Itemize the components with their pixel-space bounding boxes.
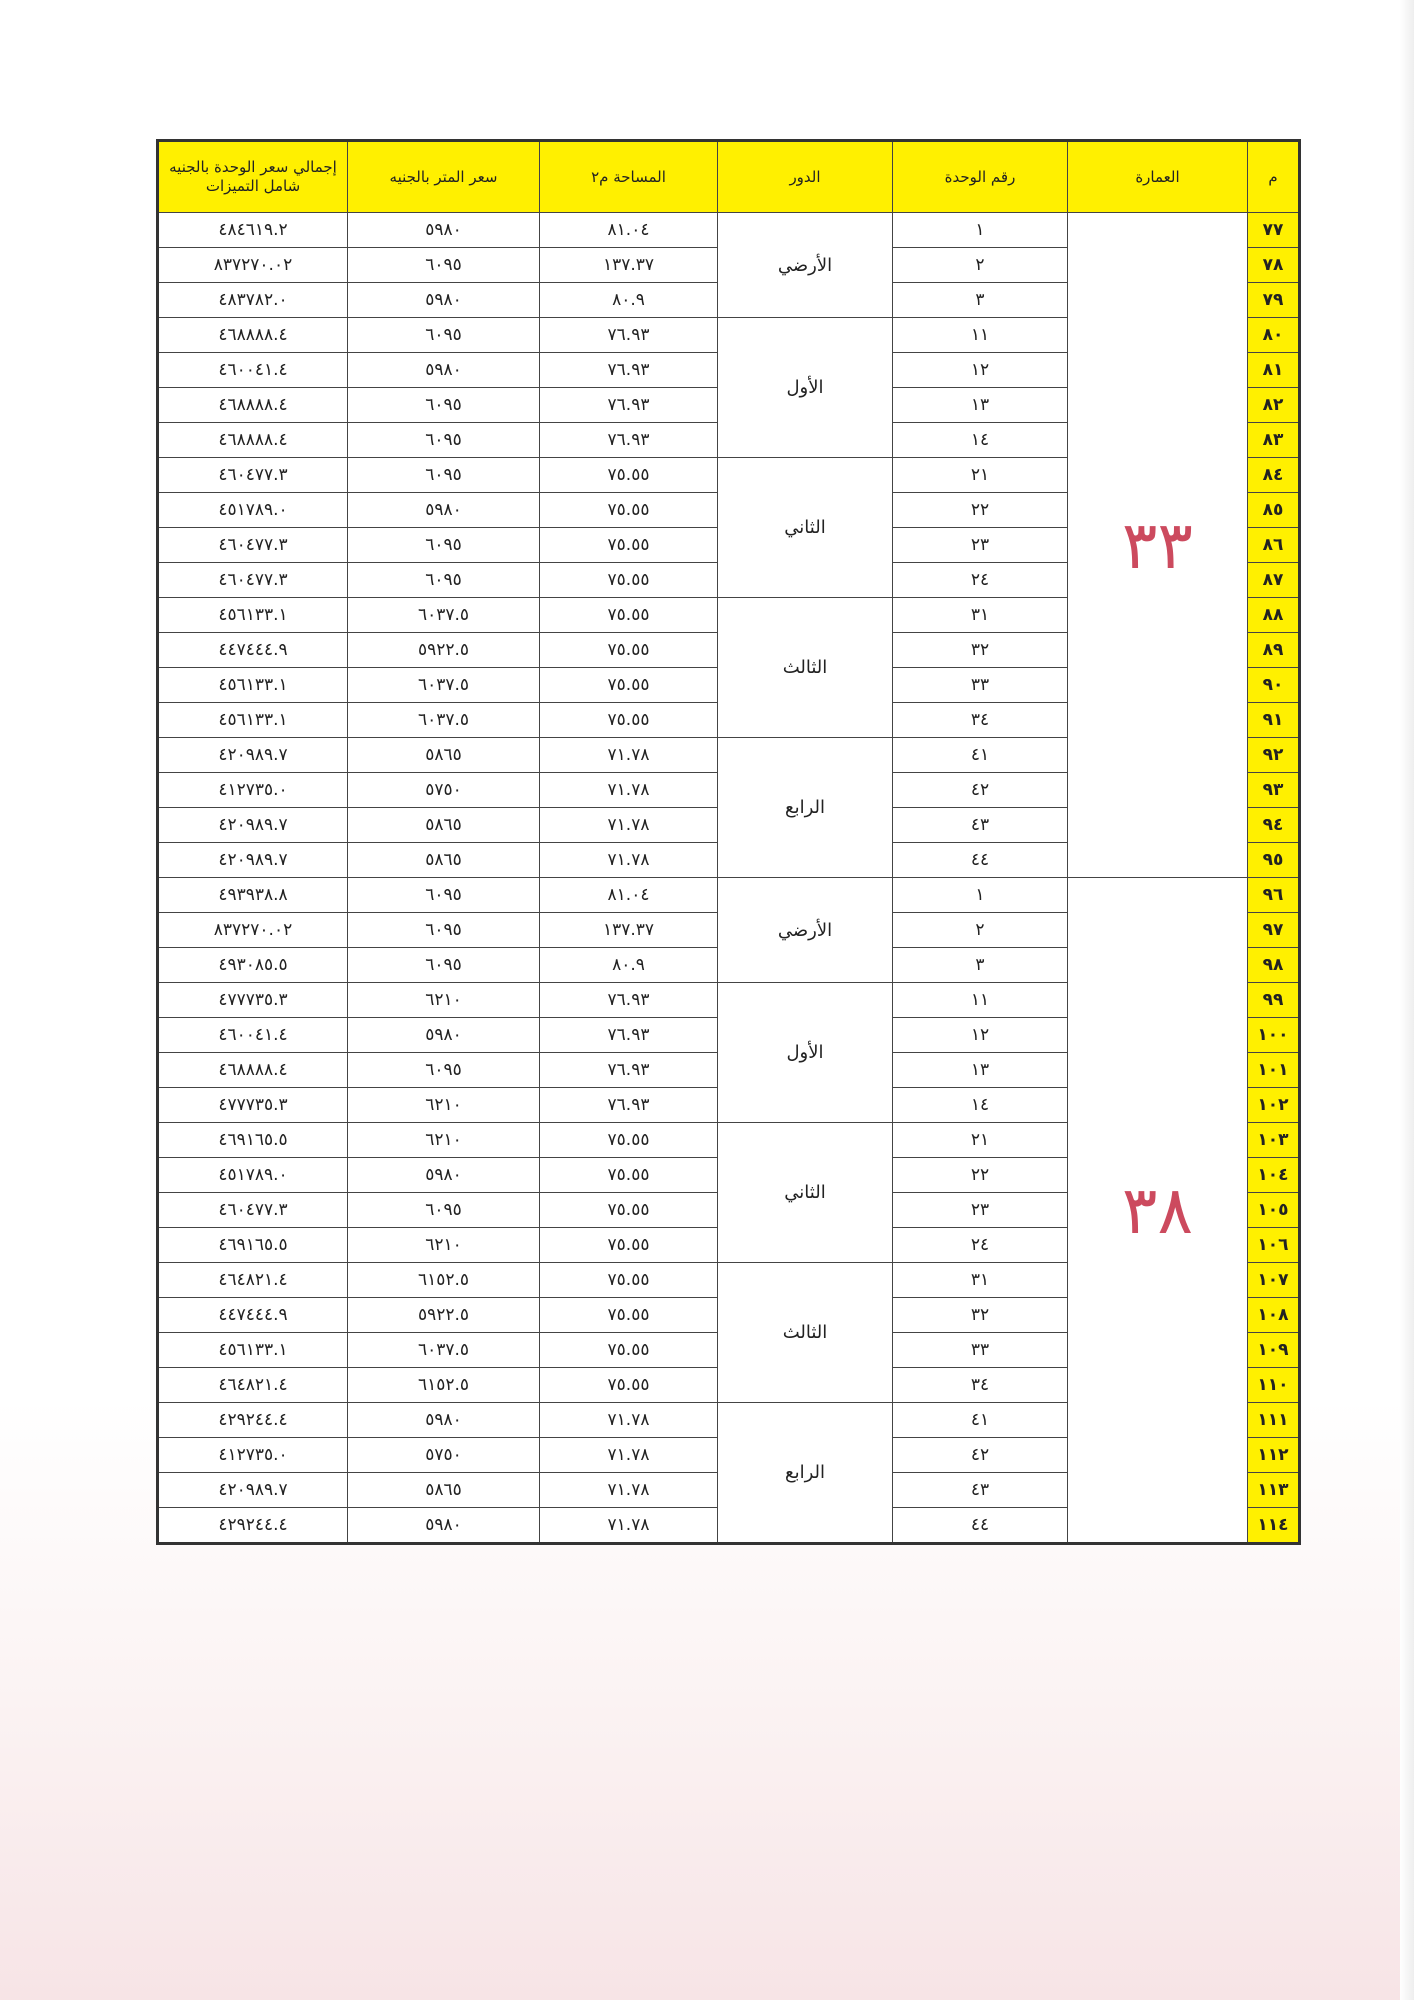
row-index-cell: ١١٢ (1248, 1438, 1300, 1473)
total-price-cell: ٤٩٣٠٨٥.٥ (158, 948, 348, 983)
area-cell: ٧٦.٩٣ (540, 1018, 718, 1053)
total-price-cell: ٤٦٩١٦٥.٥ (158, 1228, 348, 1263)
area-cell: ٨١.٠٤ (540, 878, 718, 913)
row-index-cell: ٨٨ (1248, 598, 1300, 633)
building-number-cell: ٣٨ (1068, 878, 1248, 1544)
unit-number-cell: ١ (893, 878, 1068, 913)
area-cell: ٧٥.٥٥ (540, 1193, 718, 1228)
total-price-cell: ٤٦٠٤٧٧.٣ (158, 563, 348, 598)
floor-cell: الأول (718, 318, 893, 458)
area-cell: ٧١.٧٨ (540, 1438, 718, 1473)
unit-number-cell: ٣٢ (893, 1298, 1068, 1333)
total-price-cell: ٤٥٦١٣٣.١ (158, 703, 348, 738)
floor-cell: الثاني (718, 458, 893, 598)
price-per-meter-cell: ٥٧٥٠ (348, 773, 540, 808)
unit-number-cell: ١٣ (893, 388, 1068, 423)
price-per-meter-cell: ٦٠٣٧.٥ (348, 703, 540, 738)
unit-number-cell: ٢٤ (893, 1228, 1068, 1263)
price-per-meter-cell: ٥٧٥٠ (348, 1438, 540, 1473)
row-index-cell: ٨٤ (1248, 458, 1300, 493)
price-per-meter-cell: ٥٨٦٥ (348, 808, 540, 843)
unit-number-cell: ٤٢ (893, 1438, 1068, 1473)
total-price-cell: ٤٤٧٤٤٤.٩ (158, 633, 348, 668)
price-per-meter-cell: ٦٠٩٥ (348, 878, 540, 913)
row-index-cell: ١١١ (1248, 1403, 1300, 1438)
price-per-meter-cell: ٥٨٦٥ (348, 843, 540, 878)
total-price-cell: ٤٥١٧٨٩.٠ (158, 493, 348, 528)
area-cell: ٧٦.٩٣ (540, 423, 718, 458)
unit-number-cell: ٤٤ (893, 843, 1068, 878)
unit-number-cell: ٢ (893, 248, 1068, 283)
price-per-meter-cell: ٦٢١٠ (348, 1088, 540, 1123)
unit-number-cell: ٣ (893, 283, 1068, 318)
unit-number-cell: ٣٤ (893, 703, 1068, 738)
total-price-cell: ٤٦٩١٦٥.٥ (158, 1123, 348, 1158)
total-price-cell: ٤٦٠٠٤١.٤ (158, 1018, 348, 1053)
price-per-meter-cell: ٦٠٣٧.٥ (348, 598, 540, 633)
area-cell: ٧٥.٥٥ (540, 1298, 718, 1333)
row-index-cell: ٩٩ (1248, 983, 1300, 1018)
price-per-meter-cell: ٦٠٩٥ (348, 948, 540, 983)
area-cell: ٧٥.٥٥ (540, 1123, 718, 1158)
area-cell: ٧٥.٥٥ (540, 563, 718, 598)
row-index-cell: ٩٣ (1248, 773, 1300, 808)
floor-cell: الأول (718, 983, 893, 1123)
total-price-cell: ٨٣٧٢٧٠.٠٢ (158, 248, 348, 283)
unit-number-cell: ٣ (893, 948, 1068, 983)
unit-number-cell: ٢٣ (893, 528, 1068, 563)
total-price-cell: ٤١٢٧٣٥.٠ (158, 773, 348, 808)
total-price-cell: ٨٣٧٢٧٠.٠٢ (158, 913, 348, 948)
units-price-table (156, 139, 1301, 1545)
row-index-cell: ٩٦ (1248, 878, 1300, 913)
unit-number-cell: ٤٢ (893, 773, 1068, 808)
area-cell: ٧١.٧٨ (540, 843, 718, 878)
area-cell: ٧٦.٩٣ (540, 1088, 718, 1123)
price-per-meter-cell: ٦٢١٠ (348, 983, 540, 1018)
price-per-meter-cell: ٦٠٩٥ (348, 563, 540, 598)
header-building: العمارة (1068, 141, 1248, 213)
row-index-cell: ١٠٨ (1248, 1298, 1300, 1333)
row-index-cell: ١١٤ (1248, 1508, 1300, 1544)
floor-cell: الثالث (718, 1263, 893, 1403)
area-cell: ٧١.٧٨ (540, 1473, 718, 1508)
area-cell: ٧٥.٥٥ (540, 633, 718, 668)
price-per-meter-cell: ٦٠٩٥ (348, 1053, 540, 1088)
total-price-cell: ٤٢٠٩٨٩.٧ (158, 843, 348, 878)
total-price-cell: ٤١٢٧٣٥.٠ (158, 1438, 348, 1473)
total-price-cell: ٤٧٧٧٣٥.٣ (158, 983, 348, 1018)
area-cell: ٧٦.٩٣ (540, 983, 718, 1018)
price-per-meter-cell: ٦٠٣٧.٥ (348, 668, 540, 703)
price-per-meter-cell: ٦٠٩٥ (348, 388, 540, 423)
price-per-meter-cell: ٦٠٩٥ (348, 423, 540, 458)
total-price-cell: ٤٦٤٨٢١.٤ (158, 1263, 348, 1298)
total-price-cell: ٤٦٨٨٨٨.٤ (158, 388, 348, 423)
area-cell: ٧٥.٥٥ (540, 1263, 718, 1298)
row-index-cell: ١٠٧ (1248, 1263, 1300, 1298)
building-number-cell: ٣٣ (1068, 213, 1248, 878)
area-cell: ٧٦.٩٣ (540, 318, 718, 353)
row-index-cell: ٧٩ (1248, 283, 1300, 318)
area-cell: ٧٥.٥٥ (540, 1228, 718, 1263)
unit-number-cell: ٤٣ (893, 808, 1068, 843)
row-index-cell: ٨٣ (1248, 423, 1300, 458)
price-per-meter-cell: ٦٠٩٥ (348, 528, 540, 563)
price-per-meter-cell: ٥٩٢٢.٥ (348, 633, 540, 668)
price-per-meter-cell: ٦٢١٠ (348, 1123, 540, 1158)
unit-number-cell: ٣٤ (893, 1368, 1068, 1403)
total-price-cell: ٤٥٦١٣٣.١ (158, 668, 348, 703)
unit-number-cell: ٣٢ (893, 633, 1068, 668)
price-per-meter-cell: ٥٩٨٠ (348, 493, 540, 528)
area-cell: ٨٠.٩ (540, 948, 718, 983)
area-cell: ٨١.٠٤ (540, 213, 718, 248)
floor-cell: الرابع (718, 738, 893, 878)
row-index-cell: ٩٢ (1248, 738, 1300, 773)
total-price-cell: ٤٢٩٢٤٤.٤ (158, 1508, 348, 1544)
header-floor: الدور (718, 141, 893, 213)
price-per-meter-cell: ٦٠٩٥ (348, 248, 540, 283)
price-per-meter-cell: ٦٠٩٥ (348, 1193, 540, 1228)
unit-number-cell: ١٤ (893, 1088, 1068, 1123)
unit-number-cell: ٢١ (893, 1123, 1068, 1158)
area-cell: ٧١.٧٨ (540, 808, 718, 843)
row-index-cell: ١٠٥ (1248, 1193, 1300, 1228)
row-index-cell: ١٠٦ (1248, 1228, 1300, 1263)
total-price-cell: ٤٢٩٢٤٤.٤ (158, 1403, 348, 1438)
area-cell: ١٣٧.٣٧ (540, 248, 718, 283)
area-cell: ٧٥.٥٥ (540, 703, 718, 738)
header-m: م (1248, 141, 1300, 213)
price-per-meter-cell: ٥٩٨٠ (348, 1018, 540, 1053)
row-index-cell: ١٠١ (1248, 1053, 1300, 1088)
total-price-cell: ٤٤٧٤٤٤.٩ (158, 1298, 348, 1333)
header-area: المساحة م٢ (540, 141, 718, 213)
unit-number-cell: ٣٣ (893, 668, 1068, 703)
unit-number-cell: ١١ (893, 318, 1068, 353)
price-per-meter-cell: ٦١٥٢.٥ (348, 1263, 540, 1298)
row-index-cell: ٧٧ (1248, 213, 1300, 248)
row-index-cell: ٨٩ (1248, 633, 1300, 668)
price-per-meter-cell: ٥٩٨٠ (348, 283, 540, 318)
unit-number-cell: ٢٢ (893, 493, 1068, 528)
row-index-cell: ٨٥ (1248, 493, 1300, 528)
total-price-cell: ٤٨٤٦١٩.٢ (158, 213, 348, 248)
unit-number-cell: ٤٤ (893, 1508, 1068, 1544)
area-cell: ٧٦.٩٣ (540, 1053, 718, 1088)
total-price-cell: ٤٢٠٩٨٩.٧ (158, 1473, 348, 1508)
row-index-cell: ٨١ (1248, 353, 1300, 388)
total-price-cell: ٤٧٧٧٣٥.٣ (158, 1088, 348, 1123)
row-index-cell: ٩٠ (1248, 668, 1300, 703)
total-price-cell: ٤٦٨٨٨٨.٤ (158, 1053, 348, 1088)
row-index-cell: ٨٦ (1248, 528, 1300, 563)
unit-number-cell: ١٢ (893, 353, 1068, 388)
price-per-meter-cell: ٦١٥٢.٥ (348, 1368, 540, 1403)
unit-number-cell: ٤١ (893, 1403, 1068, 1438)
table-row (158, 213, 1300, 248)
price-per-meter-cell: ٦٠٩٥ (348, 318, 540, 353)
total-price-cell: ٤٦٤٨٢١.٤ (158, 1368, 348, 1403)
row-index-cell: ٧٨ (1248, 248, 1300, 283)
total-price-cell: ٤٦٠٠٤١.٤ (158, 353, 348, 388)
area-cell: ٧٥.٥٥ (540, 493, 718, 528)
price-per-meter-cell: ٥٩٨٠ (348, 353, 540, 388)
row-index-cell: ١٠٢ (1248, 1088, 1300, 1123)
price-per-meter-cell: ٥٩٨٠ (348, 1158, 540, 1193)
unit-number-cell: ٢٢ (893, 1158, 1068, 1193)
row-index-cell: ١٠٠ (1248, 1018, 1300, 1053)
area-cell: ٧٥.٥٥ (540, 1158, 718, 1193)
price-per-meter-cell: ٥٩٢٢.٥ (348, 1298, 540, 1333)
row-index-cell: ١٠٣ (1248, 1123, 1300, 1158)
unit-number-cell: ١٤ (893, 423, 1068, 458)
unit-number-cell: ٤٣ (893, 1473, 1068, 1508)
unit-number-cell: ٢ (893, 913, 1068, 948)
unit-number-cell: ٤١ (893, 738, 1068, 773)
unit-number-cell: ١١ (893, 983, 1068, 1018)
header-total-price: إجمالي سعر الوحدة بالجنيه شامل التميزات (158, 141, 348, 213)
price-per-meter-cell: ٦٢١٠ (348, 1228, 540, 1263)
area-cell: ٧٦.٩٣ (540, 353, 718, 388)
unit-number-cell: ١٣ (893, 1053, 1068, 1088)
floor-cell: الرابع (718, 1403, 893, 1544)
area-cell: ٧٥.٥٥ (540, 1333, 718, 1368)
area-cell: ٨٠.٩ (540, 283, 718, 318)
area-cell: ٧٥.٥٥ (540, 668, 718, 703)
row-index-cell: ٨٢ (1248, 388, 1300, 423)
row-index-cell: ٨٧ (1248, 563, 1300, 598)
area-cell: ٧٦.٩٣ (540, 388, 718, 423)
total-price-cell: ٤٩٣٩٣٨.٨ (158, 878, 348, 913)
row-index-cell: ١٠٤ (1248, 1158, 1300, 1193)
area-cell: ٧١.٧٨ (540, 738, 718, 773)
row-index-cell: ٩٥ (1248, 843, 1300, 878)
floor-cell: الثاني (718, 1123, 893, 1263)
unit-number-cell: ٣٣ (893, 1333, 1068, 1368)
area-cell: ٧٥.٥٥ (540, 458, 718, 493)
total-price-cell: ٤٨٣٧٨٢.٠ (158, 283, 348, 318)
price-per-meter-cell: ٥٨٦٥ (348, 1473, 540, 1508)
page-edge-shadow (1400, 0, 1414, 2000)
row-index-cell: ٩٨ (1248, 948, 1300, 983)
total-price-cell: ٤٥٦١٣٣.١ (158, 598, 348, 633)
row-index-cell: ٩٤ (1248, 808, 1300, 843)
total-price-cell: ٤٦٨٨٨٨.٤ (158, 318, 348, 353)
row-index-cell: ٩١ (1248, 703, 1300, 738)
price-per-meter-cell: ٥٩٨٠ (348, 213, 540, 248)
area-cell: ٧٥.٥٥ (540, 528, 718, 563)
table-row (158, 878, 1300, 913)
area-cell: ١٣٧.٣٧ (540, 913, 718, 948)
row-index-cell: ١١٣ (1248, 1473, 1300, 1508)
unit-number-cell: ٢٤ (893, 563, 1068, 598)
unit-number-cell: ١٢ (893, 1018, 1068, 1053)
price-per-meter-cell: ٦٠٩٥ (348, 458, 540, 493)
header-unit-number: رقم الوحدة (893, 141, 1068, 213)
unit-number-cell: ٢١ (893, 458, 1068, 493)
area-cell: ٧١.٧٨ (540, 1403, 718, 1438)
price-per-meter-cell: ٥٨٦٥ (348, 738, 540, 773)
table-header-row (158, 141, 1300, 213)
total-price-cell: ٤٦٠٤٧٧.٣ (158, 1193, 348, 1228)
floor-cell: الأرضي (718, 878, 893, 983)
unit-number-cell: ١ (893, 213, 1068, 248)
unit-number-cell: ٣١ (893, 598, 1068, 633)
price-per-meter-cell: ٦٠٩٥ (348, 913, 540, 948)
row-index-cell: ١٠٩ (1248, 1333, 1300, 1368)
area-cell: ٧١.٧٨ (540, 1508, 718, 1544)
floor-cell: الأرضي (718, 213, 893, 318)
price-per-meter-cell: ٥٩٨٠ (348, 1508, 540, 1544)
total-price-cell: ٤٥٦١٣٣.١ (158, 1333, 348, 1368)
total-price-cell: ٤٢٠٩٨٩.٧ (158, 738, 348, 773)
header-price-per-meter: سعر المتر بالجنيه (348, 141, 540, 213)
row-index-cell: ١١٠ (1248, 1368, 1300, 1403)
unit-number-cell: ٢٣ (893, 1193, 1068, 1228)
unit-number-cell: ٣١ (893, 1263, 1068, 1298)
row-index-cell: ٨٠ (1248, 318, 1300, 353)
total-price-cell: ٤٥١٧٨٩.٠ (158, 1158, 348, 1193)
total-price-cell: ٤٢٠٩٨٩.٧ (158, 808, 348, 843)
floor-cell: الثالث (718, 598, 893, 738)
row-index-cell: ٩٧ (1248, 913, 1300, 948)
area-cell: ٧٥.٥٥ (540, 598, 718, 633)
total-price-cell: ٤٦٠٤٧٧.٣ (158, 528, 348, 563)
price-per-meter-cell: ٥٩٨٠ (348, 1403, 540, 1438)
price-per-meter-cell: ٦٠٣٧.٥ (348, 1333, 540, 1368)
area-cell: ٧١.٧٨ (540, 773, 718, 808)
area-cell: ٧٥.٥٥ (540, 1368, 718, 1403)
total-price-cell: ٤٦٠٤٧٧.٣ (158, 458, 348, 493)
total-price-cell: ٤٦٨٨٨٨.٤ (158, 423, 348, 458)
